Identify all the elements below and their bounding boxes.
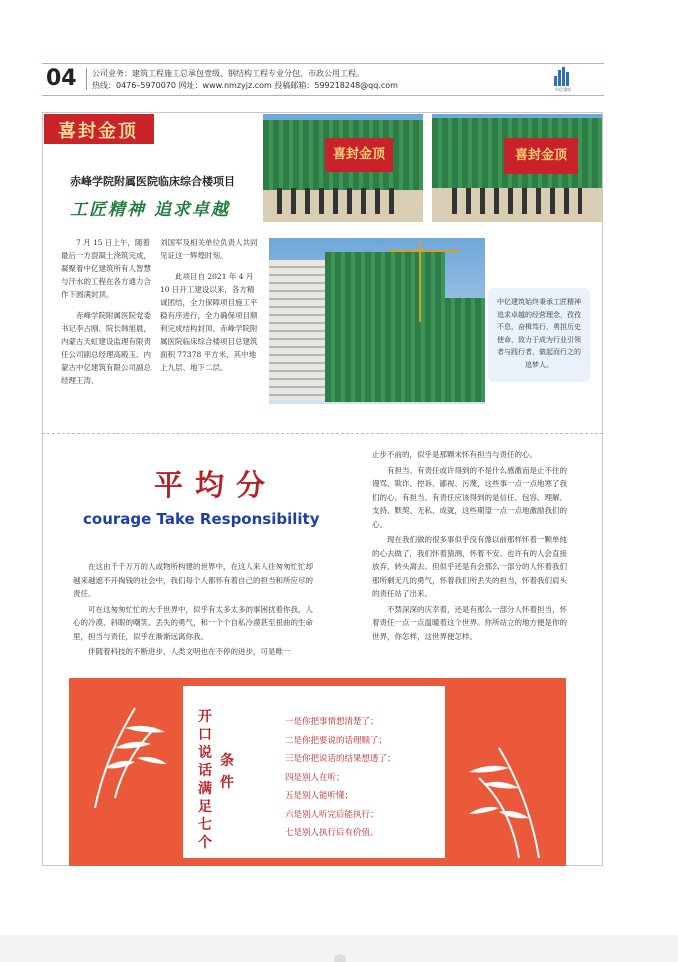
paragraph: 伴随着科技的不断进步，人类文明也在不停的进步，可是唯一 — [88, 647, 291, 656]
bamboo-left-icon — [75, 698, 175, 808]
header-contact: 热线：0476–5970070 网址：www.nmzyjz.com 投稿邮箱：599218248@qq.com — [92, 81, 398, 90]
paragraph: 刘国军及相关单位负责人共同见证这一辉煌时刻。 — [160, 238, 258, 260]
paragraph: 有担当、有责任或许得到的不是什么感激而是止不住的谩骂、欺诈、控诉、鄙视、污蔑，这些事一点一点地寒了我们的心。有担当、有责任应该得到的是信任、包容、理解、支持、默契、无私、成就，这些期望一点一点地激励我们的心。 — [372, 465, 567, 529]
photo-banner-2: 喜封金顶 — [504, 138, 578, 174]
essay-title: 平均分 — [154, 468, 278, 502]
title-char: 足 — [198, 799, 212, 815]
ceremony-photo-2 — [432, 114, 602, 222]
tips-rule-item: 三是你把说话的结果想透了； — [285, 754, 396, 764]
title-char: 话 — [198, 763, 212, 779]
logo-text: 中亿建筑 — [555, 87, 571, 92]
title-char: 说 — [198, 745, 212, 761]
article-subtitle: 赤峰学院附属医院临床综合楼项目 — [70, 175, 235, 188]
tips-rule-item: 六是别人听完后能执行； — [285, 809, 379, 820]
scroll-handle[interactable] — [334, 954, 346, 962]
essay-right-column — [372, 448, 572, 651]
paragraph: 赤峰学院附属医院党委书记李占刚、院长韩旭晨，内蒙古天虹建设监理有限责任公司副总经理高殿玉、内蒙古中亿建筑有限公司副总经理王涛、 — [61, 311, 151, 385]
subtitle-char: 件 — [220, 775, 234, 791]
quote-box — [488, 288, 590, 382]
title-char: 七 — [198, 817, 212, 833]
header-divider — [86, 68, 87, 90]
tips-rule-item: 四是别人在听； — [285, 772, 345, 783]
paragraph: 不禁深深的庆幸着，还是有那么一部分人怀着担当，怀着责任一点一点温暖着这个世界。你所站立的地方便是你的世界，你怎样，这世界便怎样。 — [372, 604, 567, 641]
essay-left-column — [73, 560, 316, 667]
header-top-rule — [42, 63, 604, 64]
tips-rule-item: 二是你把要说的话理顺了； — [285, 735, 388, 746]
paragraph: 现在我们做的很多事似乎没有像以前那样怀着一颗单纯的心去做了，我们怀着猜测、怀着不安。也许有的人会直接放弃，转头离去。但似乎还是有会那么一部分的人怀着我们那所剩无几的勇气，怀着我们所丢失的担当，怀着我们肩头的责任站了出来。 — [372, 535, 567, 598]
title-char: 口 — [198, 727, 212, 743]
photo-banner: 喜封金顶 — [325, 138, 393, 172]
paragraph: 此项目自 2021 年 4 月 10 日开工建设以来，各方精诚团结，全力保障项目施工平稳有序进行，全力确保项目顺利完成结构封顶。赤峰学院附属医院临床综合楼项目总建筑面积 77378 平方米，其中地上九层、地下二层。 — [160, 272, 258, 372]
paragraph: 可在这匆匆忙忙的大千世界中，似乎有太多太多的事困扰着你我，人心的冷漠、斜眼的嘲笑、丢失的勇气，和一个个自私冷漠甚至扭曲的生命里，担当与责任，似乎在渐渐远离你我。 — [73, 604, 313, 641]
title-char: 开 — [198, 709, 212, 725]
bamboo-right-icon — [459, 738, 559, 858]
paragraph: 7 月 15 日上午，随着最后一方混凝土浇筑完成，凝聚着中亿建筑所有人智慧与汗水的工程在各方通力合作下圆满封顶。 — [61, 238, 151, 299]
paragraph: 在这由千千万万的人或物所构建的世界中，在这人来人往匆匆忙忙却越来越遮不开掏钱的社会中，我们每个人都怀有着自己的担当和所应尽的责任。 — [73, 562, 313, 598]
article-column-2 — [160, 236, 260, 382]
tips-rule-item: 一是你把事情想清楚了； — [285, 717, 379, 727]
header-business: 公司业务：建筑工程施工总承包壹级、钢结构工程专业分包、市政公用工程。 — [92, 69, 364, 78]
ceremony-photo-1 — [263, 114, 423, 222]
article-column-1 — [61, 236, 153, 395]
paragraph: 止步不前的，似乎是那颗未怀有担当与责任的心。 — [372, 450, 537, 459]
section-badge — [44, 114, 154, 144]
title-char: 个 — [198, 835, 212, 851]
badge-text: 喜封金顶 — [58, 121, 138, 142]
tips-rule-item: 七是别人执行后有价值。 — [285, 828, 379, 838]
subtitle-char: 条 — [220, 753, 234, 769]
title-char: 满 — [198, 781, 212, 797]
page-number: 04 — [46, 66, 77, 91]
building-photo — [269, 238, 485, 404]
header-bottom-rule — [42, 95, 604, 96]
essay-english-title: courage Take Responsibility — [83, 510, 320, 528]
tips-rule-item: 五是别人能听懂； — [285, 791, 354, 801]
section-separator — [42, 433, 603, 435]
article-slogan: 工匠精神 追求卓越 — [70, 200, 230, 220]
quote-text: 中亿建筑始终秉承工匠精神 追求卓越的经营理念，孜孜不息，奋楫笃行，勇担历史使命，致力于成为行业引领者与践行者，做起而行之的追梦人。 — [497, 298, 581, 369]
